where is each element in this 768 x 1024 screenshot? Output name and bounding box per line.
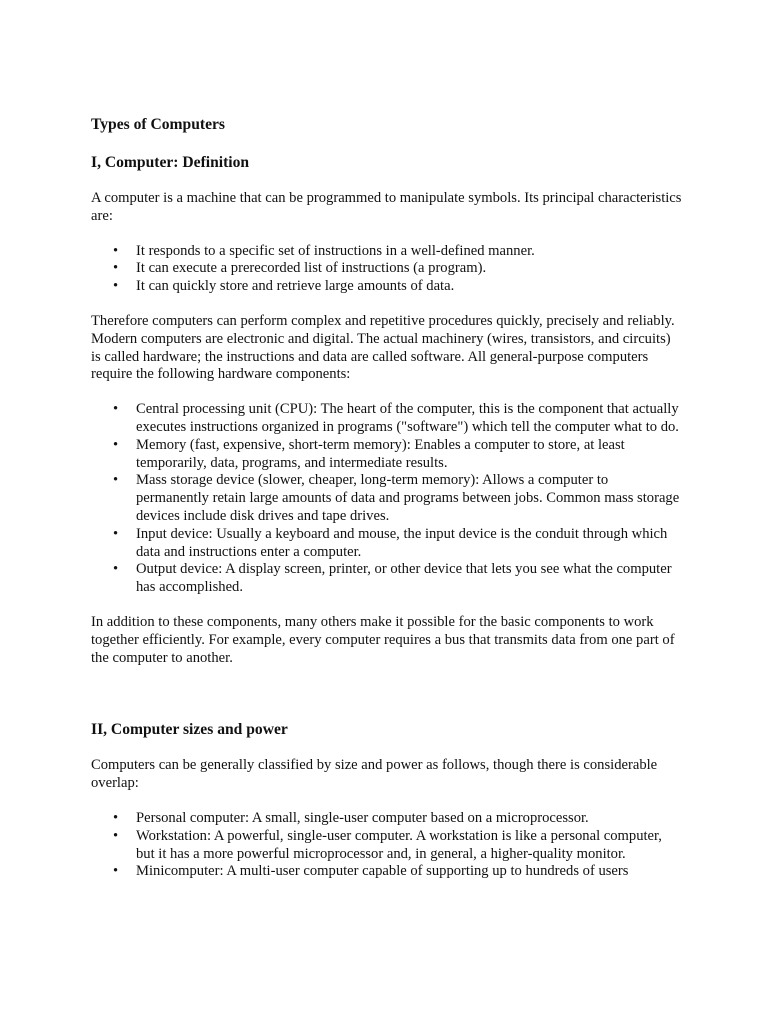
list-item — [91, 243, 683, 261]
list-item-text: Output device: A display screen, printer, or other device that lets you see what the computer has accomplished. — [136, 561, 672, 596]
list-item — [91, 561, 683, 597]
list-item-text: Workstation: A powerful, single-user computer. A workstation is like a personal computer, but it has a more powerful microprocessor and, in general, a higher-quality monitor. — [136, 827, 662, 862]
list-item — [91, 437, 683, 473]
bullet-icon: • — [113, 561, 119, 578]
bullet-icon: • — [113, 436, 119, 453]
list-item-text: Personal computer: A small, single-user computer based on a microprocessor. — [136, 809, 589, 826]
sizes-paragraph: Computers can be generally classified by size and power as follows, though there is considerable overlap: — [91, 757, 658, 792]
section-heading-sizes: II, Computer sizes and power — [91, 721, 288, 739]
bullet-icon: • — [113, 242, 119, 259]
components-list — [91, 401, 683, 597]
classes-list — [91, 810, 683, 881]
list-item-text: Central processing unit (CPU): The heart of the computer, this is the component that actually executes instructions organized in programs ("software") which tell the computer what to do. — [136, 401, 679, 435]
list-item — [91, 526, 683, 562]
list-item-text: It can execute a prerecorded list of instructions (a program). — [136, 260, 487, 277]
list-item-text: Input device: Usually a keyboard and mouse, the input device is the conduit through which data and instructions enter a computer. — [136, 525, 668, 560]
bus-paragraph: In addition to these components, many others make it possible for the basic components to work together efficiently. For example, every computer requires a bus that transmits data from one part of the computer to another. — [91, 613, 675, 666]
characteristics-list — [91, 243, 683, 296]
bullet-icon: • — [113, 472, 119, 489]
list-item — [91, 401, 683, 437]
document-title: Types of Computers — [91, 116, 225, 133]
list-item-text: Minicomputer: A multi-user computer capable of supporting up to hundreds of users — [136, 863, 629, 880]
list-item — [91, 810, 683, 828]
list-item-text: It can quickly store and retrieve large amounts of data. — [136, 278, 455, 295]
list-item-text: Memory (fast, expensive, short-term memory): Enables a computer to store, at least temporarily, data, programs, and intermediate results. — [136, 436, 625, 471]
list-item — [91, 472, 683, 525]
bullet-icon: • — [113, 525, 119, 542]
bullet-icon: • — [113, 278, 119, 295]
bullet-icon: • — [113, 827, 119, 844]
list-item — [91, 278, 683, 296]
bullet-icon: • — [113, 809, 119, 826]
document-page — [91, 112, 683, 881]
list-item-text: It responds to a specific set of instructions in a well-defined manner. — [136, 242, 535, 259]
hardware-paragraph: Therefore computers can perform complex and repetitive procedures quickly, precisely and reliably. Modern computers are electronic and digital. The actual machinery (wires, transistors, and circuits) is called hardware; the instructions and data are called software. All general-purpose computers require the following hardware components: — [91, 312, 675, 383]
bullet-icon: • — [113, 401, 119, 418]
list-item — [91, 828, 683, 864]
section-heading-definition: I, Computer: Definition — [91, 154, 250, 171]
definition-paragraph: A computer is a machine that can be programmed to manipulate symbols. Its principal characteristics are: — [91, 190, 682, 224]
list-item-text: Mass storage device (slower, cheaper, long-term memory): Allows a computer to permanently retain large amounts of data and programs between jobs. Common mass storage devices include disk drives and tape drives. — [136, 472, 680, 524]
list-item — [91, 863, 683, 881]
bullet-icon: • — [113, 260, 119, 277]
list-item — [91, 260, 683, 278]
bullet-icon: • — [113, 863, 119, 880]
